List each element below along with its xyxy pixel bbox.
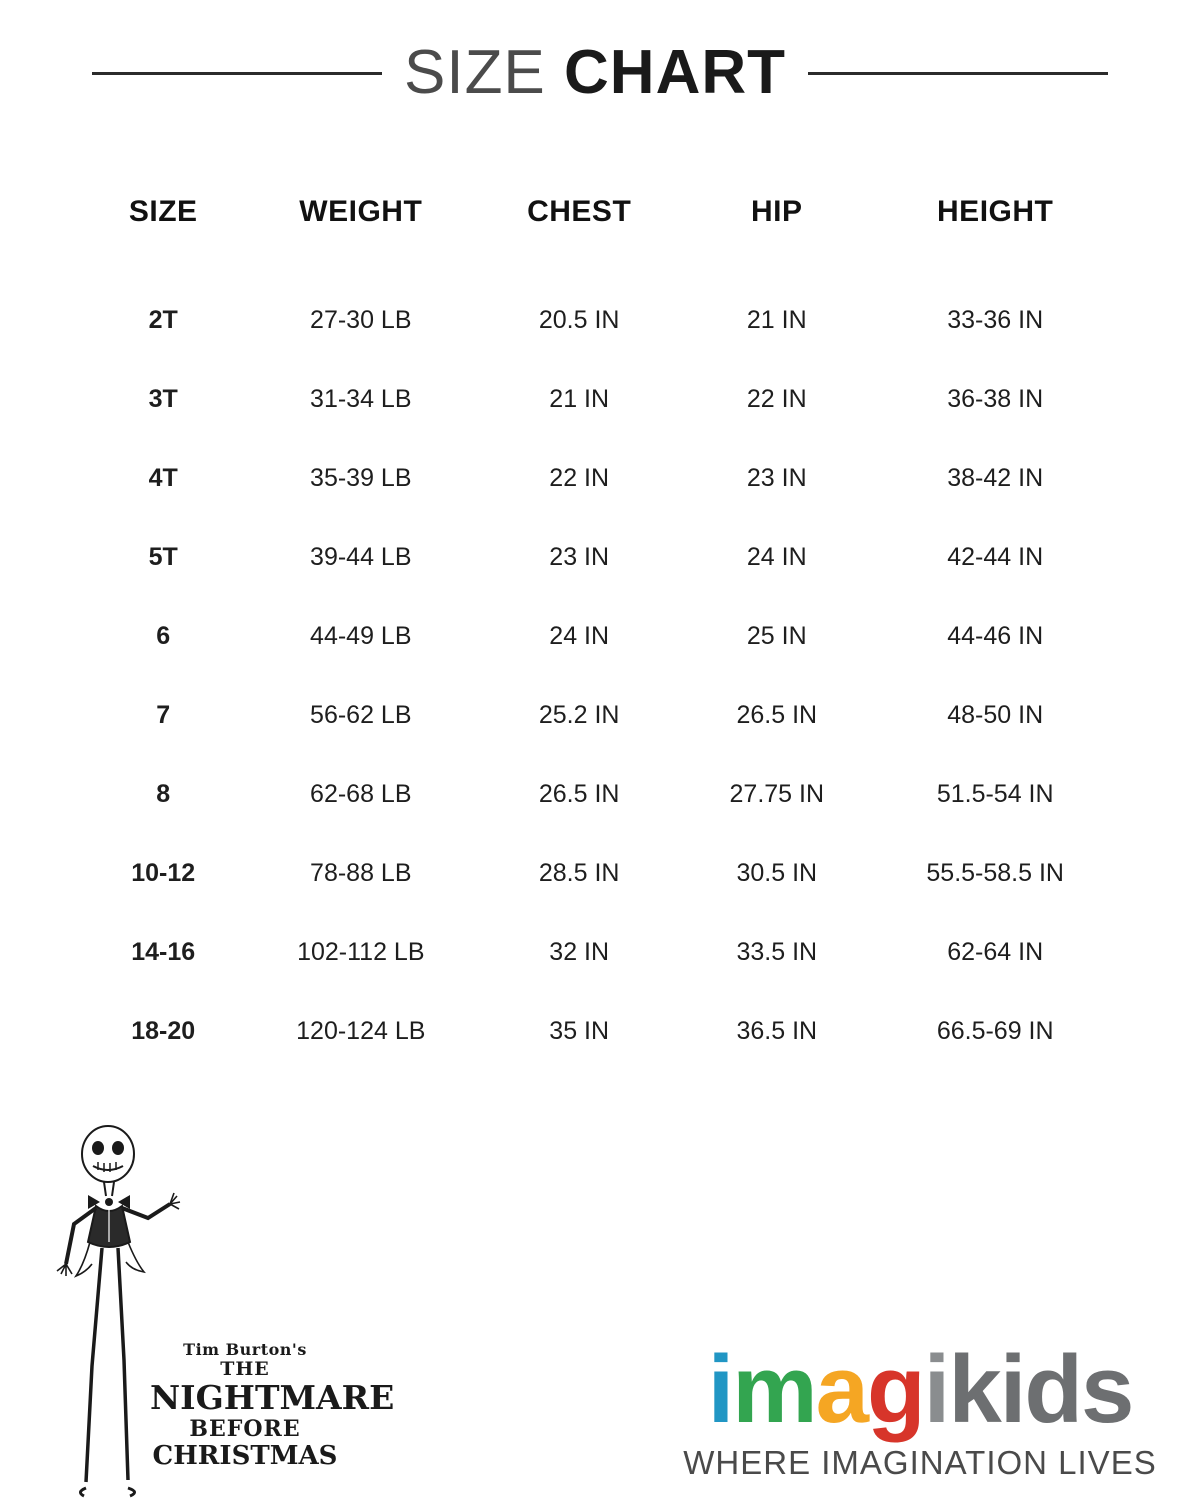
- cell-hip: 24 IN: [746, 543, 807, 571]
- cell-hip: 36.5 IN: [736, 1017, 818, 1045]
- wordmark-letter-g: g: [867, 1336, 924, 1443]
- imagikids-logo: [660, 1336, 1180, 1482]
- nbc-line-nightmare: NIGHTMARE: [150, 1377, 395, 1417]
- cell-size: 10-12: [131, 859, 196, 887]
- table-row: [80, 755, 1120, 834]
- cell-hip: 27.75 IN: [729, 780, 825, 808]
- cell-size: 4T: [148, 464, 178, 492]
- cell-height: 44-46 IN: [947, 622, 1044, 650]
- nbc-line-tim-burtons: Tim Burton's: [183, 1340, 307, 1360]
- table-row: [80, 518, 1120, 597]
- cell-chest: 35 IN: [549, 1017, 610, 1045]
- wordmark-letter-k: k: [948, 1336, 1000, 1443]
- column-header-chest: CHEST: [527, 195, 632, 228]
- table-row: [80, 360, 1120, 439]
- cell-chest: 23 IN: [549, 543, 610, 571]
- cell-weight: 27-30 LB: [310, 306, 412, 334]
- cell-chest: 32 IN: [549, 938, 610, 966]
- size-chart-table: [80, 194, 1120, 1071]
- nbc-line-before: BEFORE: [189, 1415, 301, 1442]
- cell-height: 36-38 IN: [947, 385, 1044, 413]
- cell-chest: 22 IN: [549, 464, 610, 492]
- cell-height: 42-44 IN: [947, 543, 1044, 571]
- page-title-chart: CHART: [564, 38, 787, 107]
- cell-height: 62-64 IN: [947, 938, 1044, 966]
- wordmark-letter-i2: i: [923, 1336, 949, 1443]
- wordmark-letter-a: a: [815, 1336, 867, 1443]
- cell-hip: 23 IN: [746, 464, 807, 492]
- cell-height: 51.5-54 IN: [936, 780, 1054, 808]
- table-row: [80, 834, 1120, 913]
- cell-weight: 44-49 LB: [310, 622, 412, 650]
- wordmark-letter-i3: i: [999, 1336, 1025, 1443]
- cell-size: 8: [156, 780, 171, 808]
- cell-chest: 25.2 IN: [538, 701, 620, 729]
- cell-hip: 33.5 IN: [736, 938, 818, 966]
- cell-size: 14-16: [131, 938, 196, 966]
- cell-hip: 21 IN: [746, 306, 807, 334]
- table-row: [80, 913, 1120, 992]
- table-row: [80, 992, 1120, 1071]
- imagikids-wordmark: [660, 1336, 1180, 1443]
- page-title-size: SIZE: [403, 38, 546, 107]
- imagikids-tagline: WHERE IMAGINATION LIVES: [683, 1444, 1157, 1481]
- wordmark-letter-s: s: [1081, 1336, 1133, 1443]
- cell-hip: 26.5 IN: [736, 701, 818, 729]
- page-header: [0, 0, 1200, 107]
- cell-chest: 20.5 IN: [538, 306, 620, 334]
- column-header-height: HEIGHT: [937, 195, 1054, 228]
- cell-weight: 78-88 LB: [310, 859, 412, 887]
- header-rule-left: [92, 72, 382, 75]
- cell-height: 55.5-58.5 IN: [926, 859, 1064, 887]
- cell-height: 66.5-69 IN: [936, 1017, 1054, 1045]
- page-title: [403, 38, 787, 107]
- nightmare-before-christmas-logo: [150, 1340, 395, 1471]
- table-row: [80, 439, 1120, 518]
- wordmark-letter-d: d: [1024, 1336, 1082, 1443]
- cell-weight: 39-44 LB: [310, 543, 412, 571]
- column-header-size: SIZE: [128, 195, 198, 228]
- cell-chest: 26.5 IN: [538, 780, 620, 808]
- cell-weight: 31-34 LB: [310, 385, 412, 413]
- wordmark-letter-m: m: [732, 1336, 816, 1443]
- nbc-line-the: THE: [220, 1358, 270, 1381]
- table-header-row: [80, 194, 1120, 281]
- cell-chest: 24 IN: [549, 622, 610, 650]
- wordmark-letter-i1: i: [707, 1336, 733, 1443]
- footer-branding: [0, 1100, 1200, 1500]
- cell-weight: 35-39 LB: [310, 464, 412, 492]
- cell-size: 18-20: [131, 1017, 196, 1045]
- cell-weight: 56-62 LB: [310, 701, 412, 729]
- nbc-line-christmas: CHRISTMAS: [152, 1440, 338, 1471]
- cell-size: 5T: [148, 543, 178, 571]
- cell-hip: 30.5 IN: [736, 859, 818, 887]
- cell-chest: 28.5 IN: [538, 859, 620, 887]
- table-row: [80, 281, 1120, 360]
- cell-size: 2T: [148, 306, 178, 334]
- table-row: [80, 597, 1120, 676]
- cell-hip: 25 IN: [746, 622, 807, 650]
- cell-size: 3T: [148, 385, 178, 413]
- cell-weight: 120-124 LB: [296, 1017, 426, 1045]
- column-header-hip: HIP: [751, 195, 803, 228]
- cell-hip: 22 IN: [746, 385, 807, 413]
- cell-height: 38-42 IN: [947, 464, 1044, 492]
- table-row: [80, 676, 1120, 755]
- cell-height: 33-36 IN: [947, 306, 1044, 334]
- cell-weight: 62-68 LB: [310, 780, 412, 808]
- cell-size: 7: [156, 701, 171, 729]
- cell-size: 6: [156, 622, 171, 650]
- cell-chest: 21 IN: [549, 385, 610, 413]
- cell-height: 48-50 IN: [947, 701, 1044, 729]
- column-header-weight: WEIGHT: [299, 195, 423, 228]
- cell-weight: 102-112 LB: [297, 938, 425, 966]
- header-rule-right: [808, 72, 1108, 75]
